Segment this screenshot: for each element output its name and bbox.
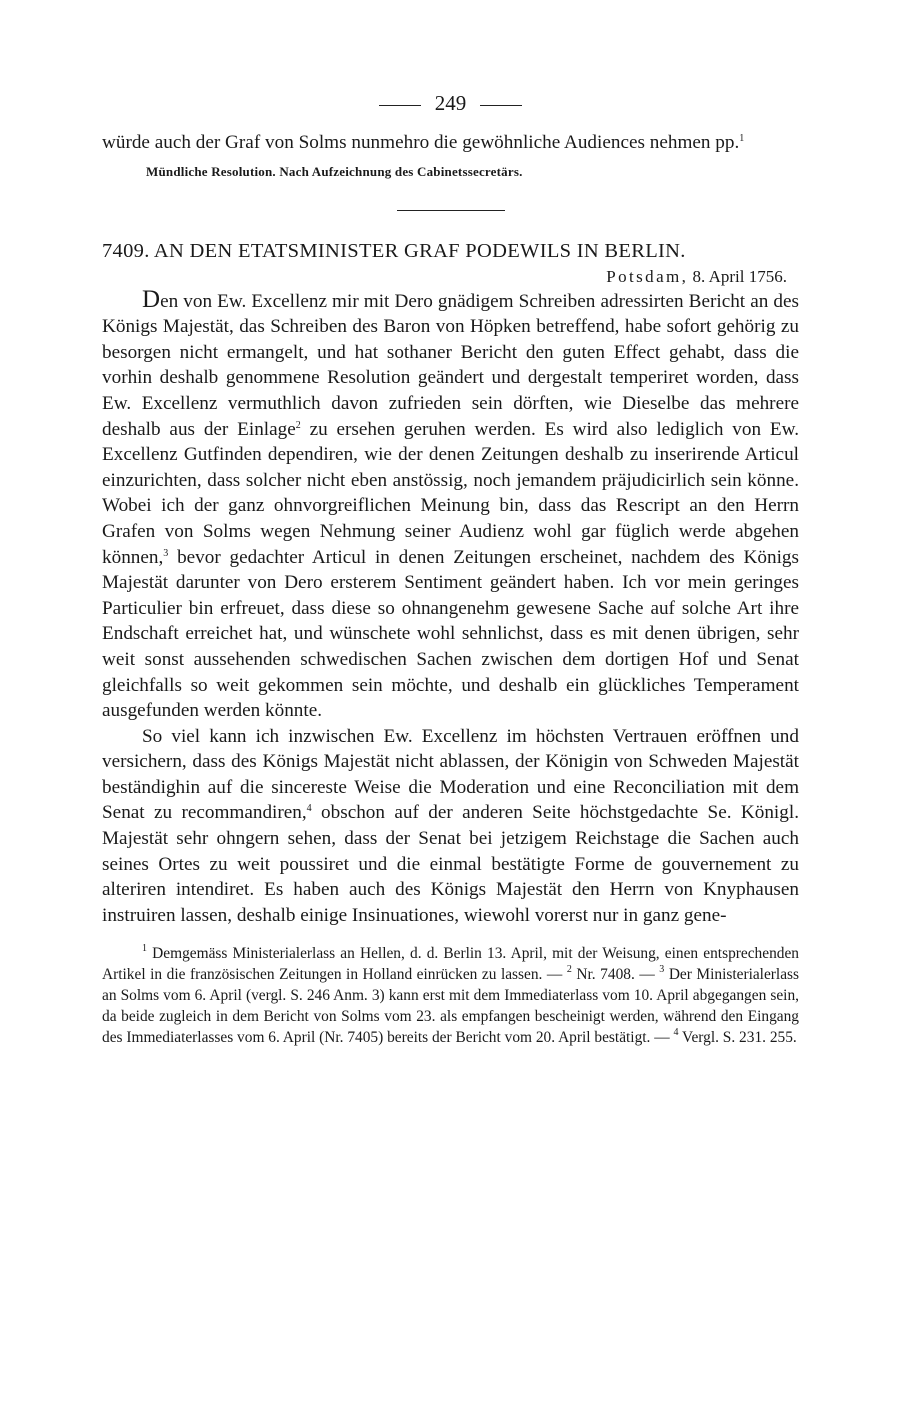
footnotes <box>102 943 799 1048</box>
footnote-ref-2: 2 <box>295 419 301 431</box>
letter-paragraph-2 <box>102 724 799 929</box>
footnote-text <box>102 943 799 1048</box>
place-date <box>102 267 787 287</box>
footnote-1: Demgemäss Ministerialerlass an Hellen, d. d. Berlin 13. April, mit der Weisung, einen entsprechenden Artikel in die französischen Zeitungen in Holland einrücken zu lassen. — <box>102 945 799 984</box>
paragraph-2-part-a: So viel kann ich inzwischen Ew. Excellenz im höchsten Vertrauen eröffnen und versichern, dass des Königs Majestät nicht ablassen, der Königin von Schweden Majestät beständighin auf die sincereste Weise die Moderation und eine Reconciliation mit dem Senat zu recommandiren, <box>102 725 799 824</box>
footnote-mark-2: 2 <box>566 964 572 976</box>
continuation-paragraph <box>102 130 799 156</box>
paragraph-1-part-a: en von Ew. Excellenz mir mit Dero gnädigem Schreiben adressirten Bericht an des Königs Majestät, das Schreiben des Baron von Höpken betreffend, habe sofort gehörig zu besorgen nicht ermangelt, und hat sothaner Bericht den guten Effect gehabt, dass die vorhin deshalb genommene Resolution geändert und dergestalt temperiret worden, dass Ew. Excellenz vermuthlich davon zufrieden sein dörften, wie Dieselbe das mehrere deshalb aus der Einlage <box>102 290 799 440</box>
footnote-mark-3: 3 <box>659 964 665 976</box>
section-divider <box>397 210 505 211</box>
footnote-mark-4: 4 <box>673 1027 679 1039</box>
footnote-3: Der Ministerialerlass an Solms vom 6. April (vergl. S. 246 Anm. 3) kann erst mit dem Immediaterlass vom 10. April abgegangen sein, da beide zugleich in dem Bericht von Solms vom 23. als empfangen bescheinigt werden, während den Eingang des Immediaterlasses vom 6. April (Nr. 7405) bereits der Bericht vom 20. April bestätigt. — <box>102 966 800 1047</box>
document-number: 7409. <box>102 239 150 262</box>
place: Potsdam, <box>606 266 689 286</box>
running-header <box>102 86 799 120</box>
document-heading <box>102 240 799 263</box>
header-dash-left <box>379 105 421 106</box>
document-title: AN DEN ETATSMINISTER GRAF PODEWILS IN BERLIN. <box>153 239 686 262</box>
date: 8. April 1756. <box>692 266 787 286</box>
footnote-ref-3: 3 <box>163 547 169 559</box>
source-note: Mündliche Resolution. Nach Aufzeichnung des Cabinetssecretärs. <box>146 163 523 179</box>
paragraph-1-part-b: zu ersehen geruhen werden. Es wird also lediglich von Ew. Excellenz Gutfinden dependiren, wie der denen Zeitungen deshalb zu inserirende Articul einzurichten, dass solcher nicht eben anstössig, noch jemandem präjudicirlich sein könne. Wobei ich der ganz ohnvorgreiflichen Meinung bin, dass das Rescript an den Herrn Grafen von Solms wegen Nehmung seiner Audienz wohl gar füglich werde abgehen können, <box>102 418 799 568</box>
footnote-ref-1: 1 <box>739 133 745 144</box>
initial-letter: D <box>142 285 161 313</box>
paragraph-1-part-c: bevor gedachter Articul in denen Zeitungen erscheinet, nachdem des Königs Majestät darunter von Dero ersterem Sentiment geändert haben. Ich vor mein geringes Particulier bin erfreuet, dass diese so ohnangenehm gewesene Sache auf solche Art ihre Endschaft erreichet hat, und wünschete wohl sehnlichst, dass es mit denen übrigen, sehr weit sonst aussehenden schwedischen Sachen zwischen dem dortigen Hof und Senat gleichfalls so weit gekommen sein möchte, und deshalb ein glückliches Temperament ausgefunden werden könnte. <box>102 546 799 722</box>
letter-paragraph-1 <box>102 287 799 724</box>
header-dash-right <box>480 105 522 106</box>
continuation-text: würde auch der Graf von Solms nunmehro die gewöhnliche Audiences nehmen pp. <box>102 132 740 153</box>
paragraph-2-part-b: obschon auf der anderen Seite höchstgedachte Se. Königl. Majestät sehr ohngern sehen, dass der Senat bei jetzigem Reichstage die Sachen auch seines Ortes zu weit poussiret und die einmal bestätigte Forme de gouvernement zu alteriren intendiret. Es haben auch des Königs Majestät den Herrn von Knyphausen instruiren lassen, deshalb einige Insinuationes, wiewohl vorerst nur in ganz gene- <box>102 802 799 926</box>
page-number: 249 <box>434 91 467 115</box>
footnote-mark-1: 1 <box>142 943 147 955</box>
footnote-4: Vergl. S. 231. 255. <box>678 1029 797 1047</box>
footnote-ref-4: 4 <box>306 803 312 815</box>
footnote-2: Nr. 7408. — <box>571 966 660 984</box>
book-page <box>102 86 799 1048</box>
